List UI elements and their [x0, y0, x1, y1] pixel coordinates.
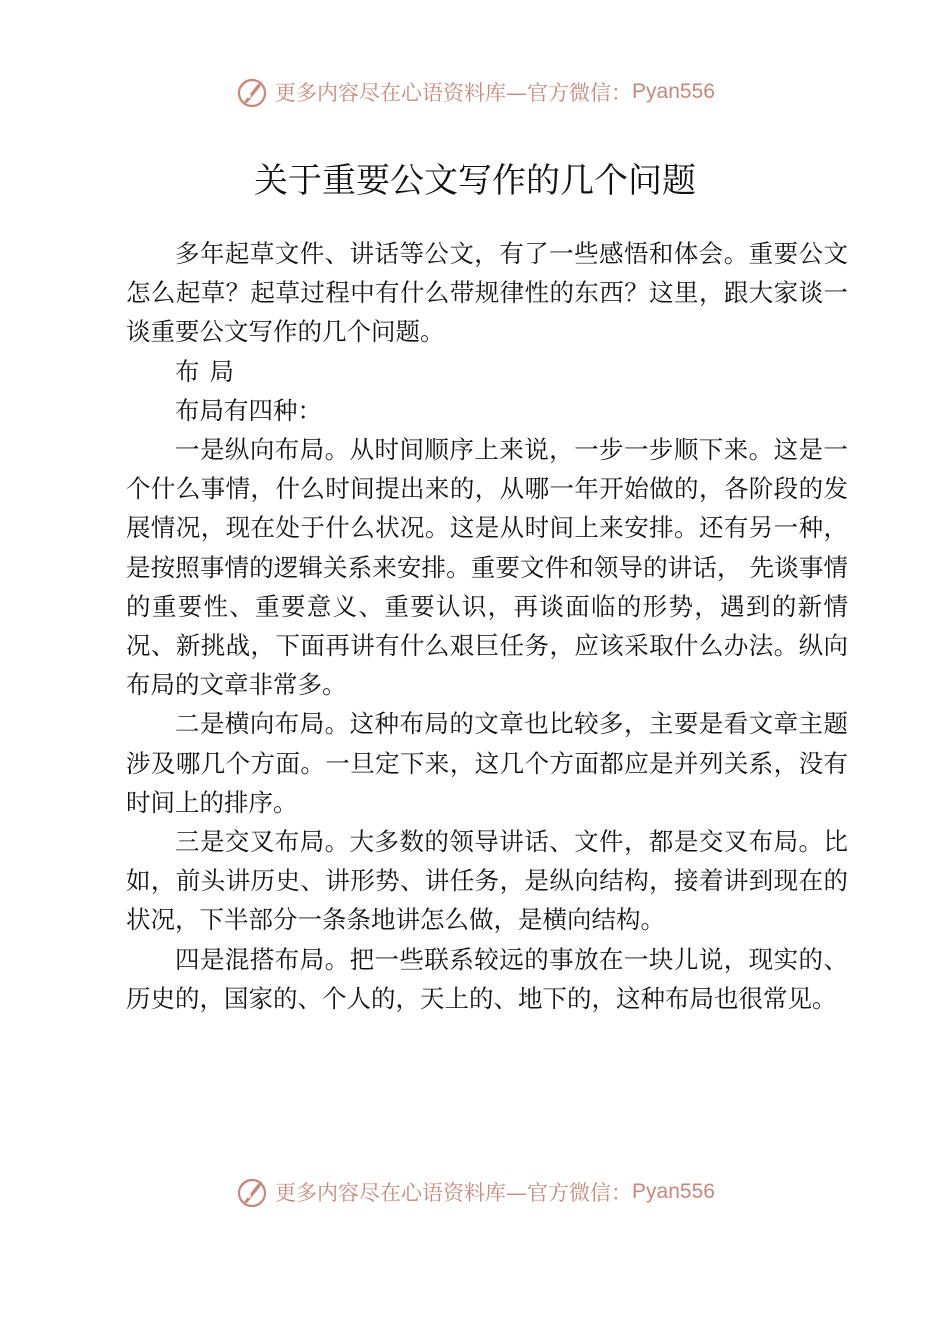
- body-paragraph: 二是横向布局。这种布局的文章也比较多，主要是看文章主题涉及哪几个方面。一旦定下来，这几个方面都应是并列关系，没有时间上的排序。: [126, 709, 848, 817]
- section-heading: 布局: [175, 356, 244, 386]
- section-lead: 布局有四种：: [175, 395, 322, 425]
- body-paragraph: 一是纵向布局。从时间顺序上来说，一步一步顺下来。这是一个什么事情，什么时间提出来的，从哪一年开始做的，各阶段的发展情况，现在处于什么状况。这是从时间上来安排。还有另一种，是按照事情的逻辑关系来安排。重要文件和领导的讲话， 先谈事情的重要性、重要意义、重要认识，再谈面临的形势，遇到的新情况、新挑战，下面再讲有什么艰巨任务，应该采取什么办法。纵向布局的文章非常多。: [126, 435, 848, 700]
- header-banner: [0, 72, 950, 112]
- body-paragraph: 四是混搭布局。把一些联系较远的事放在一块儿说，现实的、历史的，国家的、个人的，天上的、地下的，这种布局也很常见。: [126, 944, 848, 1013]
- intro-paragraph: 多年起草文件、讲话等公文，有了一些感悟和体会。重要公文怎么起草？起草过程中有什么带规律性的东西？这里，跟大家谈一谈重要公文写作的几个问题。: [126, 239, 848, 347]
- footer-banner-text: 更多内容尽在心语资料库—官方微信：: [275, 1181, 633, 1205]
- header-wechat-id: Pyan556: [632, 80, 715, 103]
- footer-banner: [0, 1172, 950, 1212]
- pen-nib-logo-icon: [235, 1175, 269, 1209]
- header-banner-text: 更多内容尽在心语资料库—官方微信：: [275, 81, 633, 105]
- footer-wechat-id: Pyan556: [632, 1180, 715, 1203]
- document-title: 关于重要公文写作的几个问题: [254, 161, 696, 201]
- pen-nib-logo-icon: [235, 75, 269, 109]
- document-body: [126, 234, 848, 1018]
- body-paragraph: 三是交叉布局。大多数的领导讲话、文件，都是交叉布局。比如，前头讲历史、讲形势、讲任务，是纵向结构，接着讲到现在的状况，下半部分一条条地讲怎么做，是横向结构。: [126, 827, 848, 935]
